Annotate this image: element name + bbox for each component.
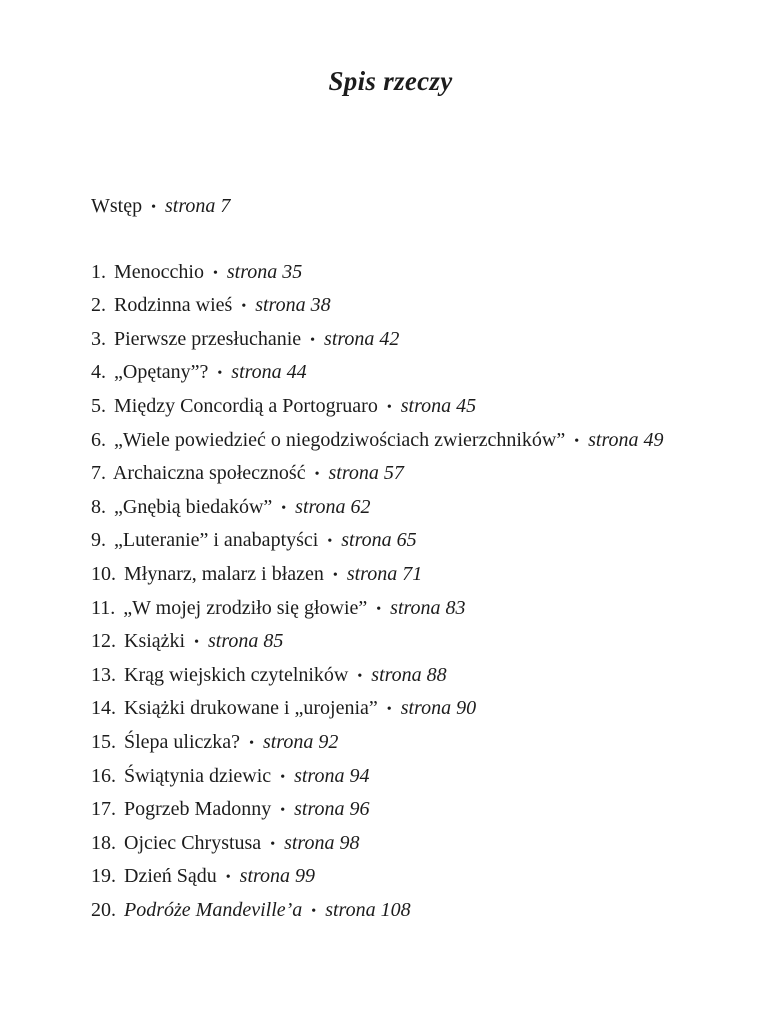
- toc-entry-intro[interactable]: [91, 190, 771, 224]
- toc-entry-number: 19.: [91, 865, 116, 888]
- toc-entry-page: strona 49: [588, 428, 664, 451]
- toc-entry-page: strona 57: [328, 462, 404, 485]
- toc-entry-number: 2.: [91, 294, 106, 317]
- bullet-separator: •: [217, 366, 223, 382]
- toc-entry[interactable]: [91, 491, 771, 525]
- toc-entry-page: strona 45: [400, 394, 477, 417]
- table-of-contents: [91, 190, 771, 927]
- toc-entry-page: strona 83: [390, 596, 466, 619]
- toc-entry-label: Pogrzeb Madonny: [124, 798, 272, 821]
- toc-entry-label: Ojciec Chrystusa: [124, 831, 262, 854]
- bullet-separator: •: [327, 534, 333, 550]
- toc-entry-number: 6.: [91, 428, 106, 451]
- toc-entry-number: 9.: [91, 529, 106, 552]
- toc-entry-label: Archaiczna społeczność: [112, 462, 306, 485]
- toc-entry-label: Świątynia dziewic: [124, 764, 272, 787]
- bullet-separator: •: [310, 332, 316, 348]
- toc-entry-page: strona 108: [325, 898, 411, 921]
- toc-entry[interactable]: [91, 827, 771, 861]
- bullet-separator: •: [332, 567, 338, 583]
- bullet-separator: •: [194, 635, 199, 651]
- toc-entry-page: strona 88: [371, 663, 447, 686]
- bullet-separator: •: [151, 200, 156, 215]
- bullet-separator: •: [311, 903, 317, 919]
- toc-entry-page: strona 98: [284, 831, 360, 854]
- toc-entry-label: Młynarz, malarz i błazen: [124, 562, 324, 585]
- toc-entry-number: 4.: [91, 361, 106, 384]
- toc-entry-number: 3.: [91, 327, 106, 350]
- toc-entry[interactable]: [91, 793, 771, 827]
- toc-entry[interactable]: [91, 356, 771, 390]
- toc-entry-page: strona 38: [255, 294, 331, 317]
- toc-entry-number: 12.: [91, 630, 116, 653]
- toc-entry-label: Książki drukowane i „urojenia”: [124, 697, 378, 720]
- toc-entry-label: Podróże Mandeville’a: [124, 898, 303, 921]
- toc-entry[interactable]: [91, 659, 771, 693]
- toc-entry-label: Pierwsze przesłuchanie: [114, 327, 302, 350]
- toc-entry[interactable]: [91, 289, 771, 323]
- bullet-separator: •: [357, 668, 363, 684]
- toc-entry-label: Dzień Sądu: [124, 865, 217, 888]
- toc-entry-number: 15.: [91, 730, 116, 753]
- toc-entry-page: strona 71: [346, 562, 423, 585]
- toc-entry[interactable]: [91, 692, 771, 726]
- toc-entry[interactable]: [91, 424, 771, 458]
- toc-entry[interactable]: [91, 760, 771, 794]
- toc-entry-page: strona 35: [226, 260, 303, 283]
- toc-entry-number: 20.: [91, 898, 116, 921]
- toc-entry-number: 13.: [91, 663, 116, 686]
- toc-entry-label: Ślepa uliczka?: [124, 730, 241, 753]
- toc-entry-label: „Wiele powiedzieć o niegodziwościach zwierzchników”: [114, 428, 566, 451]
- toc-entry[interactable]: [91, 457, 771, 491]
- bullet-separator: •: [212, 265, 218, 281]
- toc-entry-label: Książki: [124, 630, 186, 653]
- bullet-separator: •: [270, 836, 276, 852]
- toc-entry-number: 8.: [91, 495, 106, 518]
- toc-entry-label: Menocchio: [114, 260, 204, 283]
- toc-entry-label: „Gnębią biedaków”: [114, 495, 273, 518]
- toc-entry-page: strona 44: [231, 361, 307, 384]
- toc-entry[interactable]: [91, 323, 771, 357]
- toc-entry-number: 17.: [91, 798, 116, 821]
- toc-entry-label: Wstęp: [91, 195, 143, 217]
- toc-entry[interactable]: [91, 592, 771, 626]
- bullet-separator: •: [280, 769, 286, 785]
- toc-entry-page: strona 90: [400, 697, 477, 720]
- toc-entry[interactable]: [91, 256, 771, 290]
- bullet-separator: •: [241, 299, 247, 315]
- toc-entry-page: strona 62: [295, 495, 371, 518]
- toc-entry[interactable]: [91, 524, 771, 558]
- toc-entry[interactable]: [91, 558, 771, 592]
- toc-entry-page: strona 96: [294, 798, 370, 821]
- toc-entry-label: Między Concordią a Portogruaro: [114, 394, 378, 417]
- toc-entry-number: 7.: [91, 462, 106, 485]
- bullet-separator: •: [376, 601, 382, 617]
- toc-entry-label: Krąg wiejskich czytelników: [124, 663, 349, 686]
- toc-entry[interactable]: [91, 625, 771, 659]
- toc-entry-label: „W mojej zrodziło się głowie”: [123, 596, 368, 619]
- toc-entry-page: strona 42: [324, 327, 400, 350]
- bullet-separator: •: [314, 467, 320, 483]
- bullet-separator: •: [225, 870, 231, 886]
- toc-entry[interactable]: [91, 860, 771, 894]
- toc-entry-number: 5.: [91, 394, 106, 417]
- toc-entry[interactable]: [91, 894, 771, 928]
- bullet-separator: •: [281, 500, 287, 516]
- chapter-list: [91, 256, 771, 928]
- bullet-separator: •: [386, 399, 392, 415]
- toc-entry-label: „Luteranie” i anabaptyści: [114, 529, 319, 552]
- toc-entry-label: „Opętany”?: [114, 361, 209, 384]
- bullet-separator: •: [574, 433, 580, 449]
- bullet-separator: •: [386, 702, 392, 718]
- toc-entry-number: 18.: [91, 831, 116, 854]
- toc-entry-number: 14.: [91, 697, 116, 720]
- toc-entry-page: strona 99: [239, 865, 316, 888]
- toc-entry-page: strona 92: [262, 730, 339, 753]
- toc-entry-number: 10.: [91, 562, 116, 585]
- bullet-separator: •: [280, 803, 286, 819]
- toc-entry-page: strona 85: [208, 630, 284, 653]
- toc-entry-page: strona 65: [341, 529, 417, 552]
- bullet-separator: •: [249, 735, 254, 751]
- toc-entry-number: 11.: [91, 596, 116, 619]
- toc-entry-number: 1.: [91, 260, 106, 283]
- toc-entry[interactable]: [91, 390, 771, 424]
- toc-entry-label: Rodzinna wieś: [114, 294, 233, 317]
- page-title: Spis rzeczy: [328, 66, 453, 97]
- toc-entry[interactable]: [91, 726, 771, 760]
- toc-entry-number: 16.: [91, 764, 116, 787]
- toc-entry-page: strona 94: [294, 764, 370, 787]
- toc-entry-page: strona 7: [165, 195, 231, 217]
